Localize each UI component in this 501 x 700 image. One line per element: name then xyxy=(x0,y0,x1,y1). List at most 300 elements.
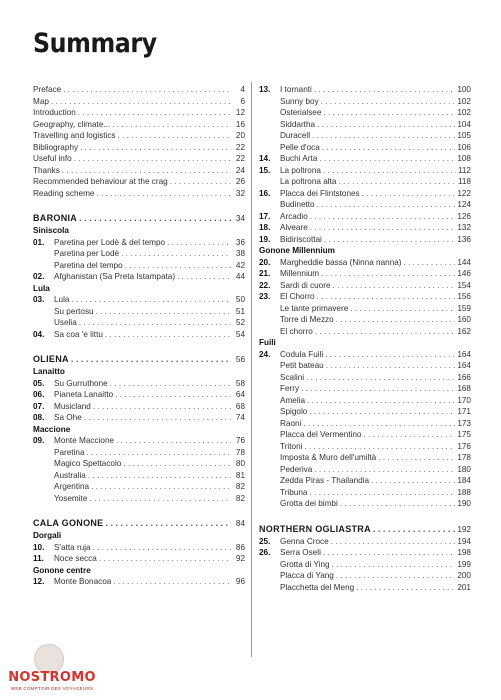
dot-leader xyxy=(71,353,231,366)
page-number: 80 xyxy=(235,459,245,468)
sector-number: 01. xyxy=(33,237,45,247)
sector-number: 19. xyxy=(259,234,271,244)
dot-leader xyxy=(322,142,456,154)
entry-label: Preface xyxy=(33,85,62,94)
sector-number: 11. xyxy=(33,554,44,563)
entry-label: Arcadio xyxy=(280,211,308,221)
dot-leader xyxy=(323,165,456,177)
toc-sector xyxy=(33,401,245,413)
dot-leader xyxy=(315,326,456,338)
section-gap xyxy=(33,504,245,517)
dot-leader xyxy=(323,107,455,119)
entry-label: Paretina del tempo xyxy=(54,260,123,270)
page-number: 198 xyxy=(457,548,471,557)
entry-label: Su pertosu xyxy=(54,306,94,316)
entry-label: Grotta dei bimbi xyxy=(280,499,338,508)
page-number: 34 xyxy=(235,214,245,223)
page-number: 171 xyxy=(457,407,471,416)
entry-label: Su Gurruthone xyxy=(54,378,108,388)
toc-subsector xyxy=(259,406,471,418)
section-gap xyxy=(33,340,245,353)
entry-label: El Chorro xyxy=(280,292,315,301)
page-number: 176 xyxy=(457,441,471,451)
page-number: 173 xyxy=(457,418,471,428)
sector-number: 14. xyxy=(259,154,271,163)
entry-label: Placchetta del Meng xyxy=(280,582,355,592)
toc-subsector xyxy=(259,395,471,407)
page-number: 20 xyxy=(235,131,245,140)
entry-label: La poltrona xyxy=(280,165,321,175)
entry-label: Amelia xyxy=(280,395,306,405)
sector-number: 08. xyxy=(33,413,45,422)
toc-sector xyxy=(259,84,471,96)
dot-leader xyxy=(123,458,231,470)
toc-entry xyxy=(33,107,245,119)
dot-leader xyxy=(319,153,455,165)
entry-label: Tritoni xyxy=(280,441,303,451)
toc-region xyxy=(259,523,471,536)
entry-label: Buchi Arta xyxy=(280,154,318,163)
toc-subsector xyxy=(259,418,471,430)
toc-sector xyxy=(33,378,245,390)
page-number: 201 xyxy=(457,582,471,592)
toc-subsector xyxy=(259,498,471,510)
entry-label: Placca del Vermentino xyxy=(280,430,362,439)
entry-label: Placca di Yang xyxy=(280,571,334,580)
dot-leader xyxy=(87,447,232,459)
dot-leader xyxy=(404,257,456,269)
toc-subsector xyxy=(259,314,471,326)
dot-leader xyxy=(99,553,231,565)
toc-sector xyxy=(33,329,245,341)
dot-leader xyxy=(350,303,455,315)
page-number: 44 xyxy=(235,272,245,281)
entry-label: Lula xyxy=(33,283,50,293)
page-number: 166 xyxy=(457,372,471,382)
page-number: 162 xyxy=(457,326,471,336)
dot-leader xyxy=(51,96,231,108)
toc-sector xyxy=(259,268,471,280)
sector-number: 09. xyxy=(33,436,45,445)
toc-entry xyxy=(33,130,245,142)
entry-label: OLIENA xyxy=(33,354,69,364)
dot-leader xyxy=(79,317,231,329)
page-number: 136 xyxy=(457,234,471,244)
page-number: 52 xyxy=(235,318,245,327)
dot-leader xyxy=(317,119,455,131)
dot-leader xyxy=(333,280,456,292)
dot-leader xyxy=(340,498,456,510)
entry-label: Sunny boy xyxy=(280,96,319,106)
toc-entry xyxy=(33,165,245,177)
sector-number: 24. xyxy=(259,349,271,359)
page-number: 108 xyxy=(457,154,471,163)
page-number: 12 xyxy=(235,108,245,117)
dot-leader xyxy=(321,268,455,280)
entry-label: Bidiriscottai xyxy=(280,234,322,244)
entry-label: Introduction xyxy=(33,108,76,117)
dot-leader xyxy=(325,349,455,361)
entry-label: Bibliography xyxy=(33,142,79,152)
toc-sector xyxy=(33,237,245,249)
toc-column-left xyxy=(33,84,245,588)
toc-area-heading xyxy=(33,424,245,436)
dot-leader xyxy=(314,464,455,476)
entry-label: Recommended behaviour at the crag xyxy=(33,177,168,186)
page-number: 170 xyxy=(457,395,471,405)
toc-subsector xyxy=(259,199,471,211)
sector-number: 17. xyxy=(259,211,271,221)
page-number: 76 xyxy=(235,436,245,445)
toc-subsector xyxy=(33,248,245,260)
entry-label: Spigolo xyxy=(280,407,308,416)
entry-label: Genna Croce xyxy=(280,536,329,546)
page-number: 42 xyxy=(235,260,245,270)
entry-label: Reading scheme xyxy=(33,188,95,198)
toc-subsector xyxy=(33,260,245,272)
dot-leader xyxy=(336,570,455,582)
toc-subsector xyxy=(259,372,471,384)
entry-label: BARONIA xyxy=(33,213,78,223)
page-number: 58 xyxy=(235,378,245,388)
dot-leader xyxy=(362,188,456,200)
toc-sector xyxy=(259,536,471,548)
page-number: 38 xyxy=(235,249,245,258)
entry-label: Osterialsee xyxy=(280,108,322,117)
entry-label: Duracell xyxy=(280,131,311,140)
sector-number: 26. xyxy=(259,548,271,557)
toc-entry xyxy=(33,119,245,131)
page-number: 168 xyxy=(457,384,471,393)
dot-leader xyxy=(317,199,456,211)
dot-leader xyxy=(338,176,455,188)
page-number: 102 xyxy=(457,96,471,106)
page-number: 6 xyxy=(240,96,245,106)
dot-leader xyxy=(301,383,455,395)
dot-leader xyxy=(317,291,456,303)
dot-leader xyxy=(309,487,455,499)
dot-leader xyxy=(326,360,456,372)
toc-area-heading xyxy=(33,565,245,577)
entry-label: NORTHERN OGLIASTRA xyxy=(259,523,371,534)
dot-leader xyxy=(115,389,231,401)
page-number: 32 xyxy=(235,188,245,198)
toc-subsector xyxy=(33,470,245,482)
page-number: 81 xyxy=(235,470,245,480)
dot-leader xyxy=(363,429,455,441)
dot-leader xyxy=(110,378,231,390)
entry-label: Fuili xyxy=(259,338,276,347)
entry-label: La poltrona alta xyxy=(280,177,337,186)
entry-label: Map xyxy=(33,96,49,106)
entry-label: Yosemite xyxy=(54,493,88,503)
toc-sector xyxy=(259,165,471,177)
entry-label: Noce secca xyxy=(54,554,97,563)
page-number: 146 xyxy=(457,269,471,278)
entry-label: Siniscola xyxy=(33,226,69,235)
entry-label: Zedda Piras - Thailandia xyxy=(280,476,370,485)
page-number: 100 xyxy=(457,85,471,94)
entry-label: Useful info xyxy=(33,154,72,163)
entry-label: Torre di Mezzo xyxy=(280,315,334,324)
toc-region xyxy=(33,212,245,225)
page-number: 112 xyxy=(457,165,471,175)
toc-subsector xyxy=(259,582,471,594)
page-number: 164 xyxy=(457,349,471,359)
toc-area-heading xyxy=(33,283,245,295)
dot-leader xyxy=(331,536,456,548)
sector-number: 15. xyxy=(259,165,271,175)
dot-leader xyxy=(321,96,456,108)
entry-label: Gonone Millennium xyxy=(259,246,335,255)
entry-label: Ferry xyxy=(280,384,300,393)
toc-subsector xyxy=(259,441,471,453)
entry-label: Margheddie bassa (Ninna nanna) xyxy=(280,257,402,267)
dot-leader xyxy=(62,165,231,177)
dot-leader xyxy=(93,542,231,554)
toc-sector xyxy=(259,349,471,361)
watermark-tagline: WEB COMPTOIR DES VOYAGEURS xyxy=(10,686,94,691)
toc-area-heading xyxy=(259,337,471,349)
toc-region xyxy=(33,517,245,530)
page-number: 180 xyxy=(457,464,471,474)
toc-subsector xyxy=(259,464,471,476)
toc-subsector xyxy=(259,326,471,338)
page-number: 56 xyxy=(235,355,245,364)
toc-subsector xyxy=(259,360,471,372)
dot-leader xyxy=(80,142,231,154)
page-number: 78 xyxy=(235,447,245,457)
page-number: 82 xyxy=(235,493,245,503)
page-number: 22 xyxy=(235,154,245,163)
toc-area-heading xyxy=(259,245,471,257)
toc-area-heading xyxy=(33,366,245,378)
dot-leader xyxy=(373,523,455,536)
dot-leader xyxy=(116,435,231,447)
page-number: 144 xyxy=(457,257,471,267)
entry-label: Monte Maccione xyxy=(54,436,115,445)
dot-leader xyxy=(314,84,455,96)
entry-label: Raoni xyxy=(280,418,302,428)
page-number: 184 xyxy=(457,476,471,485)
entry-label: Budinetto xyxy=(280,200,315,209)
dot-leader xyxy=(121,248,231,260)
toc-subsector xyxy=(259,142,471,154)
page-number: 105 xyxy=(457,131,471,140)
toc-entry xyxy=(33,153,245,165)
dot-leader xyxy=(88,470,231,482)
toc-subsector xyxy=(259,429,471,441)
toc-subsector xyxy=(33,306,245,318)
entry-label: Monte Bonacoa xyxy=(54,577,112,586)
toc-area-heading xyxy=(33,530,245,542)
toc-sector xyxy=(33,412,245,424)
entry-label: Sardi di cuore xyxy=(280,280,331,290)
entry-label: Pelle d'oca xyxy=(280,142,320,152)
sector-number: 16. xyxy=(259,188,271,198)
entry-label: Thanks xyxy=(33,165,60,175)
page-number: 22 xyxy=(235,142,245,152)
sector-number: 04. xyxy=(33,329,45,339)
page-number: 188 xyxy=(457,487,471,497)
toc-sector xyxy=(259,222,471,234)
dot-leader xyxy=(79,212,231,225)
toc-subsector xyxy=(259,119,471,131)
entry-label: Alveare xyxy=(280,223,308,232)
dot-leader xyxy=(84,412,231,424)
page-number: 124 xyxy=(457,200,471,209)
dot-leader xyxy=(113,576,231,588)
entry-label: Sa coa 'e littu xyxy=(54,329,103,339)
sector-number: 23. xyxy=(259,292,271,301)
entry-label: Dorgali xyxy=(33,531,62,540)
entry-label: Le tante primavere xyxy=(280,303,349,313)
page-number: 64 xyxy=(235,390,245,399)
entry-label: Geography, climate... xyxy=(33,119,111,129)
entry-label: Travelling and logistics xyxy=(33,131,116,140)
page-number: 160 xyxy=(457,315,471,324)
entry-label: Argentina xyxy=(54,482,90,491)
dot-leader xyxy=(310,211,456,223)
page-number: 74 xyxy=(235,413,245,422)
dot-leader xyxy=(96,188,231,200)
page-number: 175 xyxy=(457,430,471,439)
entry-label: El chorro xyxy=(280,326,313,336)
dot-leader xyxy=(336,314,456,326)
page-number: 106 xyxy=(457,142,471,152)
entry-label: Pederiva xyxy=(280,464,313,474)
toc-subsector xyxy=(259,383,471,395)
entry-label: Tribuna xyxy=(280,487,308,497)
toc-subsector xyxy=(259,570,471,582)
toc-subsector xyxy=(259,176,471,188)
page-number: 84 xyxy=(235,519,245,528)
dot-leader xyxy=(91,481,231,493)
page-number: 4 xyxy=(240,85,245,94)
dot-leader xyxy=(306,372,455,384)
page-number: 102 xyxy=(457,108,471,117)
page-number: 154 xyxy=(457,280,471,290)
page-number: 178 xyxy=(457,453,471,462)
entry-label: Uselia xyxy=(54,318,77,327)
toc-sector xyxy=(33,389,245,401)
page-number: 132 xyxy=(457,223,471,232)
toc-sector xyxy=(33,435,245,447)
toc-subsector xyxy=(259,559,471,571)
dot-leader xyxy=(332,559,456,571)
toc-entry xyxy=(33,96,245,108)
toc-entry xyxy=(33,188,245,200)
dot-leader xyxy=(177,271,231,283)
sector-number: 03. xyxy=(33,295,45,304)
sector-number: 02. xyxy=(33,272,45,281)
toc-subsector xyxy=(33,493,245,505)
toc-subsector xyxy=(259,96,471,108)
dot-leader xyxy=(89,493,231,505)
toc-sector xyxy=(259,211,471,223)
entry-label: Australia xyxy=(54,470,86,480)
dot-leader xyxy=(303,418,455,430)
entry-label: Afghanistan (Sa Preta Istampata) xyxy=(54,272,176,281)
toc-sector xyxy=(259,234,471,246)
entry-label: I tornanti xyxy=(280,85,312,94)
toc-sector xyxy=(259,291,471,303)
page-number: 92 xyxy=(235,554,245,563)
dot-leader xyxy=(63,84,231,96)
dot-leader xyxy=(167,237,231,249)
toc-sector xyxy=(33,294,245,306)
page-number: 190 xyxy=(457,499,471,508)
page-number: 194 xyxy=(457,536,471,546)
entry-label: S'atta ruja xyxy=(54,542,91,552)
toc-subsector xyxy=(33,317,245,329)
page-number: 192 xyxy=(457,524,471,534)
toc-entry xyxy=(33,84,245,96)
page-number: 82 xyxy=(235,482,245,491)
page-number: 50 xyxy=(235,295,245,304)
sector-number: 12. xyxy=(33,577,45,586)
entry-label: Lanaitto xyxy=(33,367,65,376)
dot-leader xyxy=(312,130,455,142)
page-number: 16 xyxy=(235,119,245,129)
watermark-name: NOSTROMO xyxy=(8,670,96,685)
entry-label: Scalini xyxy=(280,372,305,382)
entry-label: Pianeta Lanaitto xyxy=(54,390,114,399)
toc-column-right xyxy=(259,84,471,593)
page-number: 26 xyxy=(235,177,245,186)
toc-sector xyxy=(33,576,245,588)
toc-subsector xyxy=(259,452,471,464)
entry-label: Lula xyxy=(54,295,70,304)
toc-sector xyxy=(259,188,471,200)
entry-label: Imposta & Muro dell'umiltà xyxy=(280,453,377,462)
page-number: 68 xyxy=(235,401,245,411)
toc-sector xyxy=(259,547,471,559)
dot-leader xyxy=(307,395,455,407)
entry-label: Placca dei Flintstones xyxy=(280,188,360,198)
entry-label: Paretina per Lodè & del tempo xyxy=(54,237,166,247)
entry-label: Sa Ohe xyxy=(54,413,82,422)
toc-subsector xyxy=(33,447,245,459)
toc-area-heading xyxy=(33,225,245,237)
toc-subsector xyxy=(259,303,471,315)
toc-sector xyxy=(33,553,245,565)
toc-subsector xyxy=(259,475,471,487)
dot-leader xyxy=(378,452,455,464)
dot-leader xyxy=(105,517,231,530)
toc-subsector xyxy=(33,481,245,493)
sector-number: 22. xyxy=(259,280,271,290)
sector-number: 25. xyxy=(259,536,271,546)
page-number: 36 xyxy=(235,237,245,247)
entry-label: Gonone centre xyxy=(33,565,91,575)
section-gap xyxy=(33,199,245,212)
sector-number: 20. xyxy=(259,257,271,267)
entry-label: Paretina per Lodè xyxy=(54,249,120,258)
page-number: 122 xyxy=(457,188,471,198)
toc-sector xyxy=(33,271,245,283)
page-number: 156 xyxy=(457,292,471,301)
page-number: 200 xyxy=(457,571,471,580)
entry-label: Maccione xyxy=(33,424,71,434)
dot-leader xyxy=(71,294,231,306)
dot-leader xyxy=(96,306,231,318)
page-number: 159 xyxy=(457,303,471,313)
sector-number: 07. xyxy=(33,401,45,411)
entry-label: Serra Oseli xyxy=(280,548,321,557)
sector-number: 21. xyxy=(259,269,271,278)
toc-subsector xyxy=(259,487,471,499)
